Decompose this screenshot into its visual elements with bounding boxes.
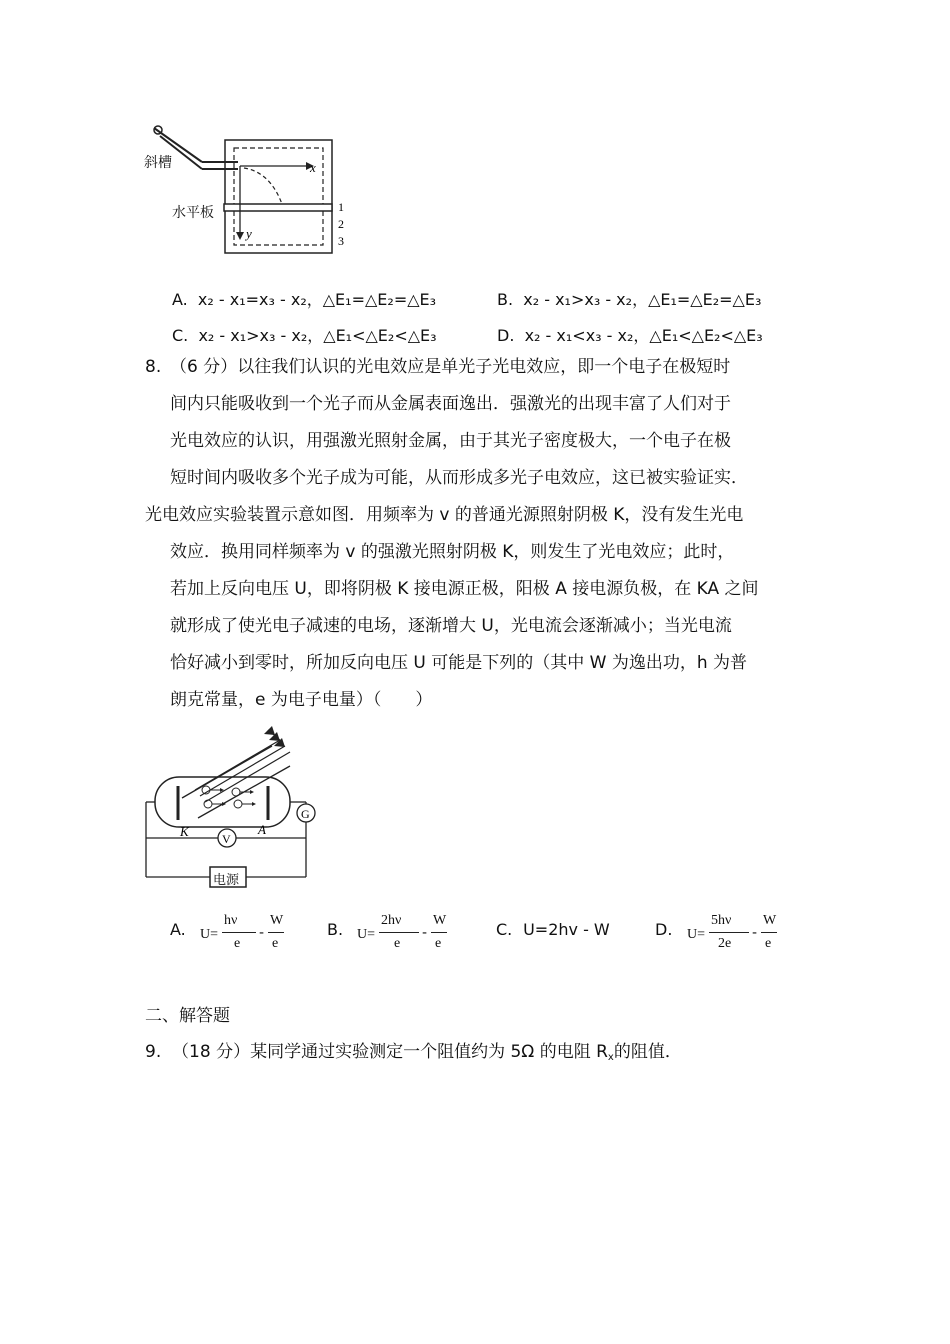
q8-line: 间内只能吸收到一个光子而从金属表面逸出．强激光的出现丰富了人们对于 xyxy=(170,394,731,414)
q8-line: 恰好减小到零时，所加反向电压 U 可能是下列的（其中 W 为逸出功，h 为普 xyxy=(170,653,748,673)
power-source-label: 电源 xyxy=(213,873,240,888)
slope-label: 斜槽 xyxy=(144,155,172,171)
q8-line: 光电效应实验装置示意如图．用频率为 v 的普通光源照射阴极 K，没有发生光电 xyxy=(145,505,744,525)
fraction-bar xyxy=(222,932,256,933)
voltmeter-label: V xyxy=(222,832,231,846)
anode-label: A xyxy=(258,822,266,837)
galvanometer-label: G xyxy=(301,807,310,821)
q8-option-c[interactable]: C. U=2hv - W xyxy=(496,920,610,939)
projectile-apparatus-figure xyxy=(140,120,360,260)
fraction-bar xyxy=(431,932,447,933)
q8-number: 8. xyxy=(145,357,162,377)
q7-option-c[interactable]: C. x₂ - x₁>x₃ - x₂，△E₁<△E₂<△E₃ xyxy=(172,326,437,345)
fraction-bar xyxy=(379,932,419,933)
cathode-label: K xyxy=(180,824,189,839)
photoelectric-circuit-figure xyxy=(140,722,330,892)
q7-option-a[interactable]: A. x₂ - x₁=x₃ - x₂，△E₁=△E₂=△E₃ xyxy=(172,290,437,309)
q8-line: 就形成了使光电子减速的电场，逐渐增大 U，光电流会逐渐减小；当光电流 xyxy=(170,616,732,636)
q8-line: 光电效应的认识，用强激光照射金属，由于其光子密度极大，一个电子在极 xyxy=(170,431,731,451)
y-axis-label: y xyxy=(246,226,252,241)
q8-line: 朗克常量，e 为电子电量）（ ） xyxy=(170,690,433,710)
q7-option-d[interactable]: D. x₂ - x₁<x₃ - x₂，△E₁<△E₂<△E₃ xyxy=(497,326,763,345)
x-axis-label: x xyxy=(310,160,316,175)
position-3-label: 3 xyxy=(338,234,344,248)
q7-option-b[interactable]: B. x₂ - x₁>x₃ - x₂，△E₁=△E₂=△E₃ xyxy=(497,290,762,309)
position-1-label: 1 xyxy=(338,200,344,214)
q8-line: 短时间内吸收多个光子成为可能，从而形成多光子电效应，这已被实验证实． xyxy=(170,468,748,488)
section-title: 二、解答题 xyxy=(145,1006,230,1026)
q8-line: 效应．换用同样频率为 v 的强激光照射阴极 K，则发生了光电效应；此时， xyxy=(170,542,735,562)
fraction-bar xyxy=(761,932,777,933)
q9-number: 9. xyxy=(145,1042,162,1062)
q8-line: （6 分）以往我们认识的光电效应是单光子光电效应，即一个电子在极短时 xyxy=(170,357,731,377)
position-2-label: 2 xyxy=(338,217,344,231)
board-label: 水平板 xyxy=(172,205,214,221)
fraction-bar xyxy=(268,932,284,933)
q9-stem: 9. （18 分）某同学通过实验测定一个阻值约为 5Ω 的电阻 $R_x$的阻值． xyxy=(145,1042,682,1063)
q8-line: 若加上反向电压 U，即将阴极 K 接电源正极，阳极 A 接电源负极，在 KA 之间 xyxy=(170,579,759,599)
fraction-bar xyxy=(709,932,749,933)
